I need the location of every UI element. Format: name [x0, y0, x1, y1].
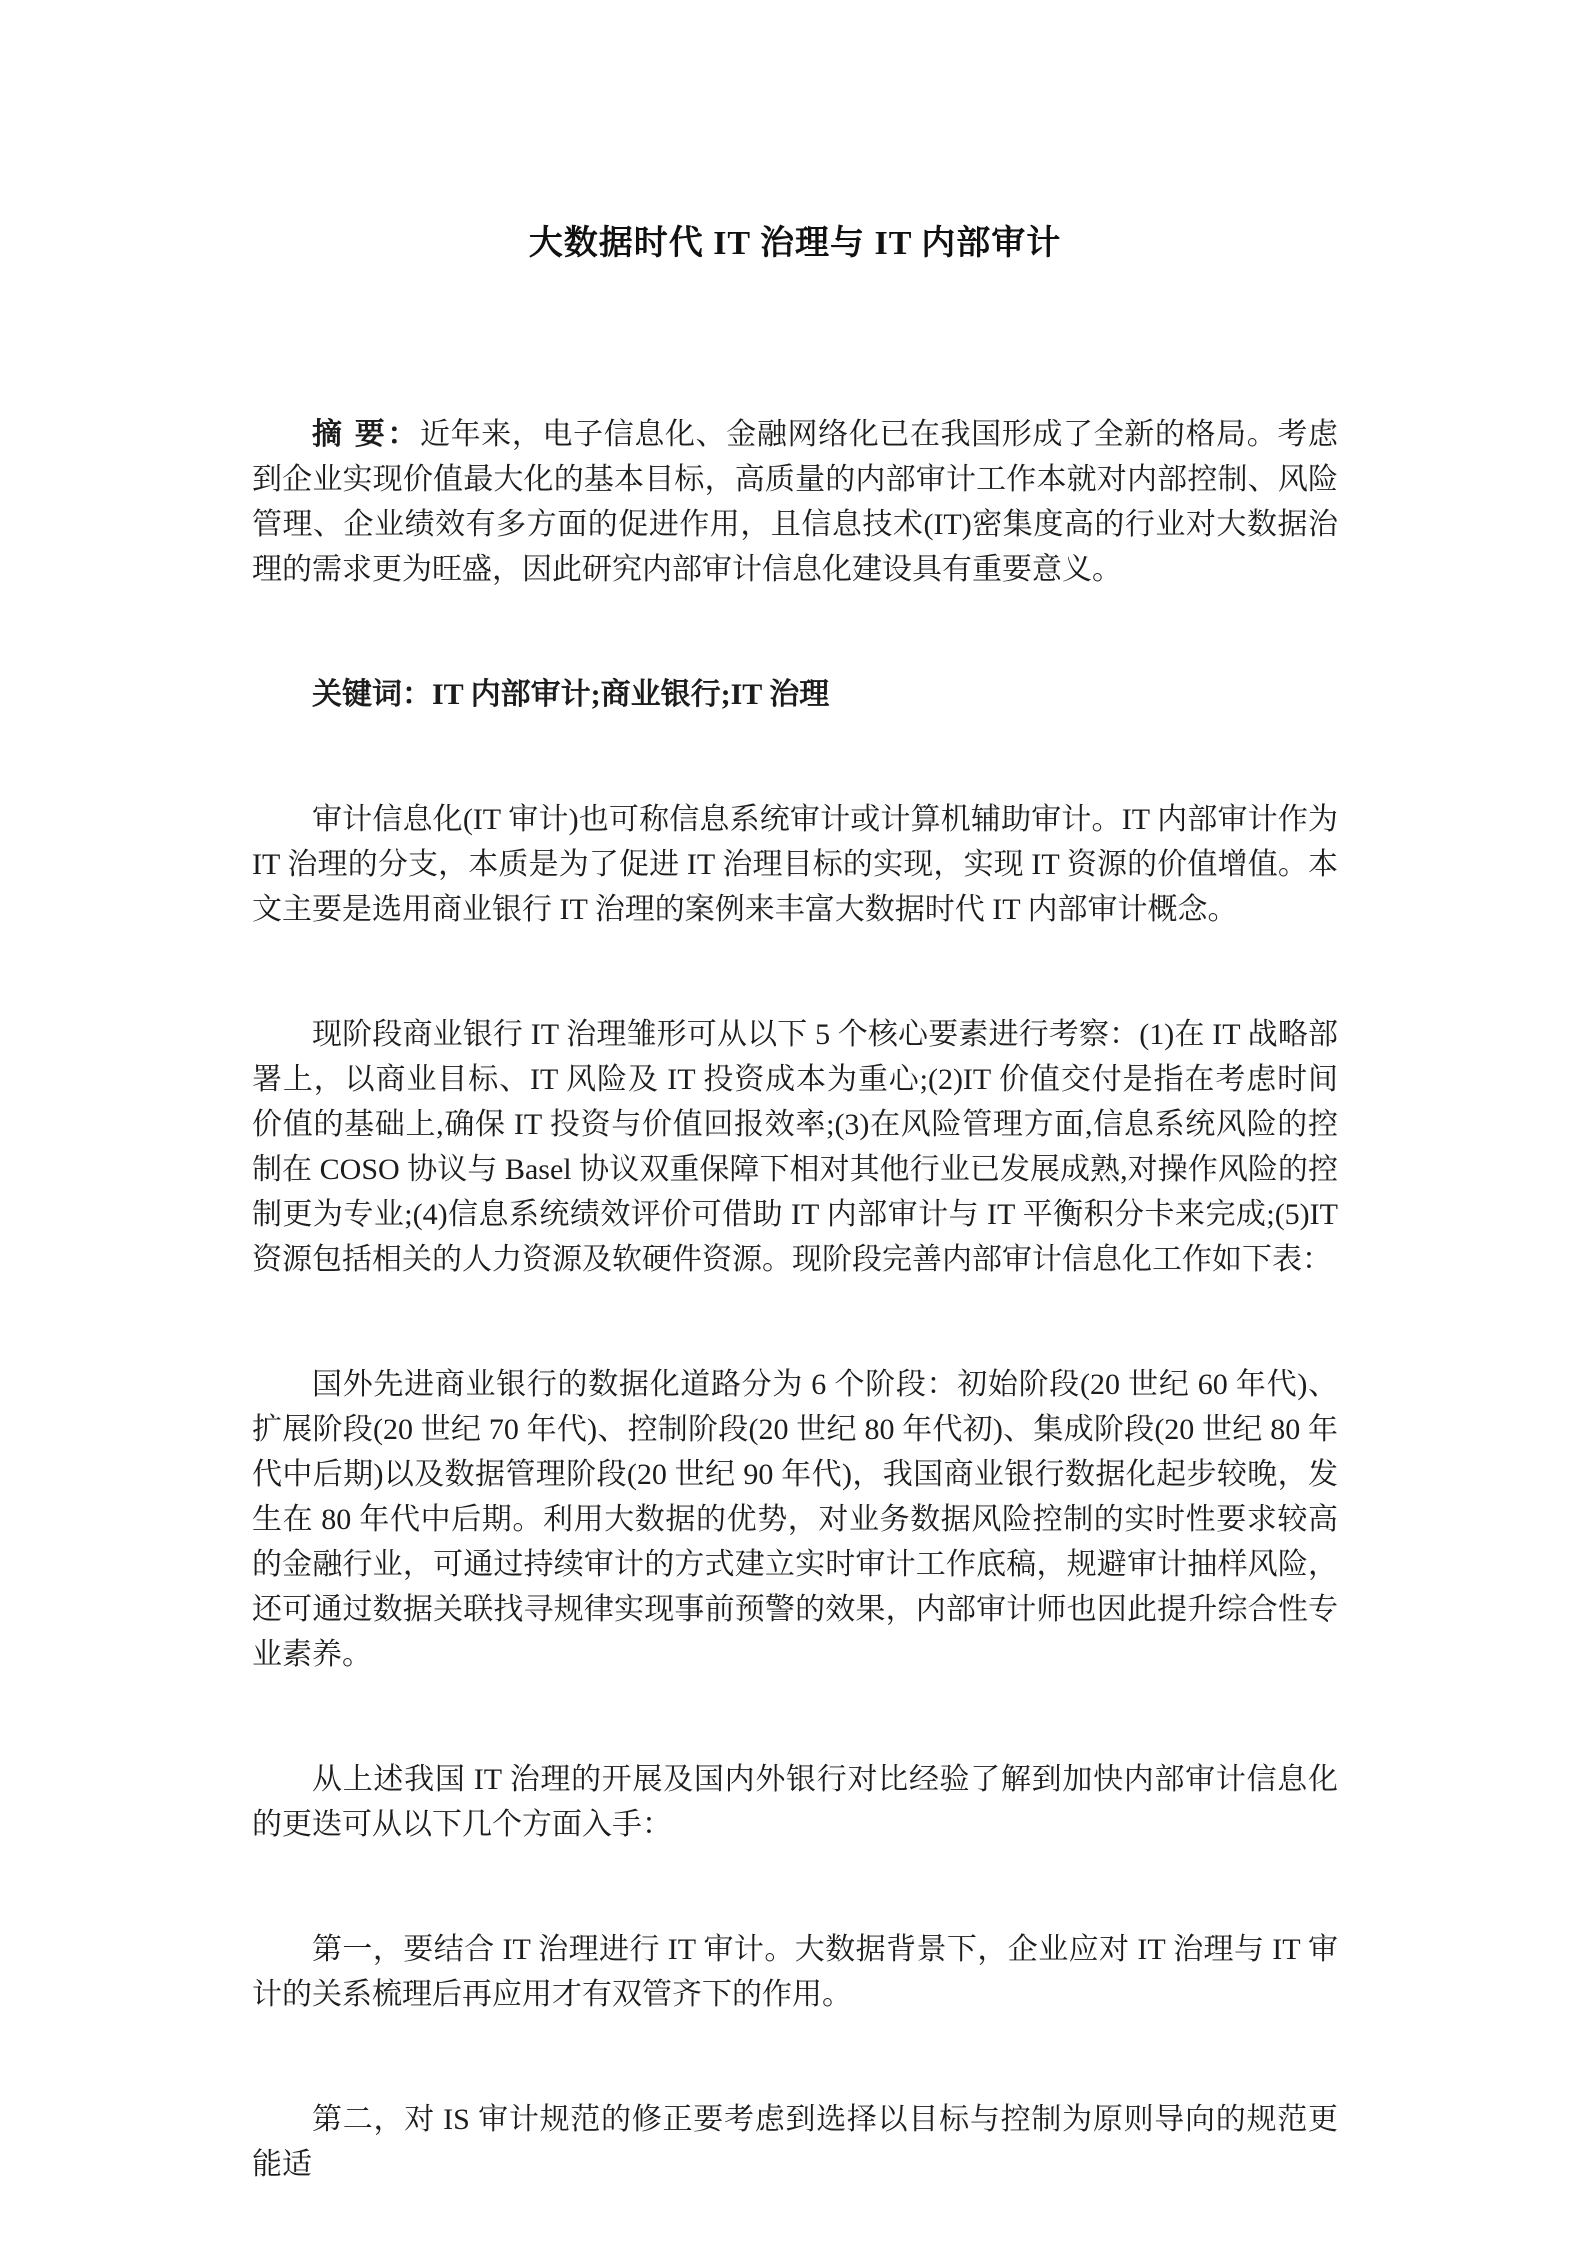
body-paragraph: 从上述我国 IT 治理的开展及国内外银行对比经验了解到加快内部审计信息化的更迭可从以下几个方面入手： — [252, 1763, 1338, 1841]
body-paragraph: 第一，要结合 IT 治理进行 IT 审计。大数据背景下，企业应对 IT 治理与 IT 审计的关系梳理后再应用才有双管齐下的作用。 — [252, 1933, 1338, 2011]
abstract-paragraph — [252, 412, 1338, 592]
body-paragraph: 国外先进商业银行的数据化道路分为 6 个阶段：初始阶段(20 世纪 60 年代)、扩展阶段(20 世纪 70 年代)、控制阶段(20 世纪 80 年代初)、集成阶段(20 世纪 80 年代中后期)以及数据管理阶段(20 世纪 90 年代)，我国商业银行数据化起步较晚，发生在 80 年代中后期。利用大数据的优势，对业务数据风险控制的实时性要求较高的金融行业，可通过持续审计的方式建立实时审计工作底稿，规避审计抽样风险，还可通过数据关联找寻规律实现事前预警的效果，内部审计师也因此提升综合性专业素养。 — [252, 1368, 1338, 1671]
body-paragraph: 第二，对 IS 审计规范的修正要考虑到选择以目标与控制为原则导向的规范更能适 — [252, 2103, 1338, 2181]
abstract-text: 近年来，电子信息化、金融网络化已在我国形成了全新的格局。考虑到企业实现价值最大化的基本目标，高质量的内部审计工作本就对内部控制、风险管理、企业绩效有多方面的促进作用，且信息技术(IT)密集度高的行业对大数据治理的需求更为旺盛，因此研究内部审计信息化建设具有重要意义。 — [252, 418, 1339, 586]
body-paragraph: 现阶段商业银行 IT 治理雏形可从以下 5 个核心要素进行考察：(1)在 IT 战略部署上，以商业目标、IT 风险及 IT 投资成本为重心;(2)IT 价值交付是指在考虑时间价值的基础上,确保 IT 投资与价值回报效率;(3)在风险管理方面,信息系统风险的控制在 COSO 协议与 Basel 协议双重保障下相对其他行业已发展成熟,对操作风险的控制更为专业;(4)信息系统绩效评价可借助 IT 内部审计与 IT 平衡积分卡来完成;(5)IT 资源包括相关的人力资源及软硬件资源。现阶段完善内部审计信息化工作如下表： — [252, 1018, 1338, 1276]
page-title: 大数据时代 IT 治理与 IT 内部审计 — [528, 225, 1062, 262]
abstract-label: 摘 要： — [312, 418, 420, 451]
body-paragraph: 审计信息化(IT 审计)也可称信息系统审计或计算机辅助审计。IT 内部审计作为 IT 治理的分支，本质是为了促进 IT 治理目标的实现，实现 IT 资源的价值增值。本文主要是选用商业银行 IT 治理的案例来丰富大数据时代 IT 内部审计概念。 — [252, 803, 1338, 926]
keywords-line: 关键词：IT 内部审计;商业银行;IT 治理 — [312, 678, 830, 711]
